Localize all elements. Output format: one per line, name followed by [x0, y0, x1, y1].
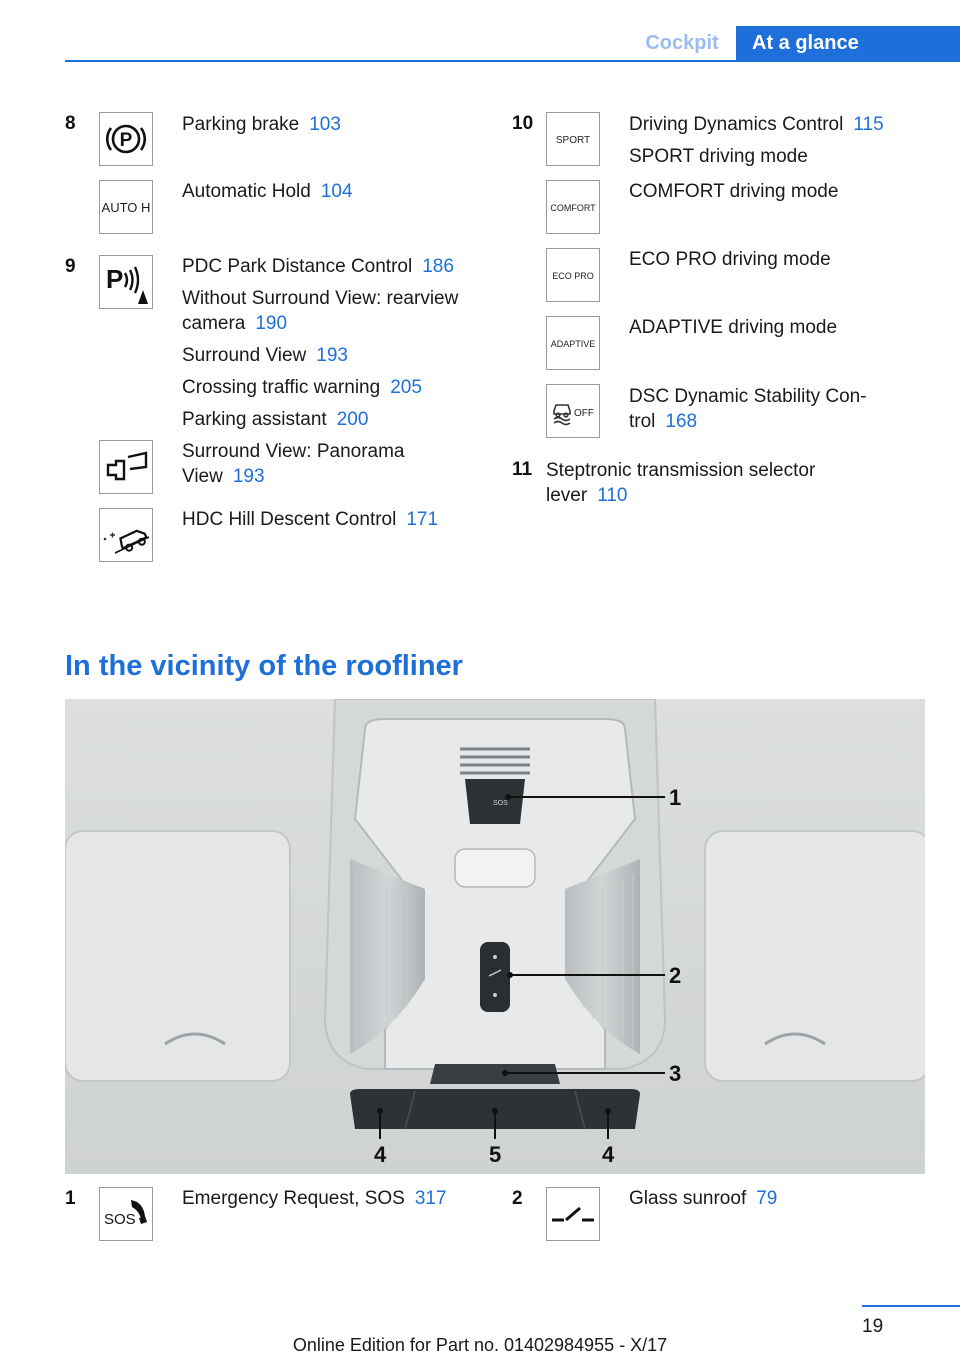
- driving-dynamics-text: Driving Dynamics Control 115: [629, 114, 884, 135]
- pdc-icon: [99, 255, 153, 309]
- hill-descent-icon: [99, 508, 153, 562]
- svg-text:SPORT: SPORT: [555, 135, 591, 146]
- tab-at-a-glance[interactable]: At a glance: [736, 26, 960, 60]
- item-number: 1: [65, 1188, 76, 1209]
- dsc-off-icon: [546, 384, 600, 438]
- surround-view-text: Surround View 193: [182, 345, 348, 366]
- page-ref-link[interactable]: 110: [597, 485, 628, 506]
- page-ref-link[interactable]: 79: [756, 1188, 778, 1209]
- page-ref-link[interactable]: 168: [665, 411, 698, 432]
- callout-label: 5: [489, 1142, 502, 1167]
- page-number: 19: [862, 1316, 884, 1337]
- section-title: In the vicinity of the roofliner: [65, 650, 463, 682]
- auto-hold-icon: [99, 180, 153, 234]
- callout-label: 4: [602, 1142, 615, 1167]
- svg-text:SOS: SOS: [493, 800, 508, 807]
- svg-text:ADAPTIVE: ADAPTIVE: [550, 339, 596, 349]
- item-number: 11: [512, 459, 533, 480]
- svg-text:ECO PRO: ECO PRO: [552, 271, 594, 281]
- svg-text:P: P: [106, 264, 124, 294]
- automatic-hold-text: Automatic Hold 104: [182, 181, 353, 202]
- callout-label: 1: [669, 785, 682, 810]
- panorama-view-text: Surround View: Panorama View 193: [182, 441, 405, 487]
- svg-text:P: P: [119, 130, 133, 151]
- page-ref-link[interactable]: 104: [320, 181, 353, 202]
- callout-label: 3: [669, 1061, 682, 1086]
- page-ref-link[interactable]: 317: [414, 1188, 447, 1209]
- adaptive-mode-icon: [546, 316, 600, 370]
- comfort-mode-text: COMFORT driving mode: [629, 181, 839, 202]
- eco-pro-mode-text: ECO PRO driving mode: [629, 249, 831, 270]
- parking-assistant-text: Parking assistant 200: [182, 409, 369, 430]
- adaptive-mode-text: ADAPTIVE driving mode: [629, 317, 838, 338]
- sport-mode-icon: [546, 112, 600, 166]
- page-ref-link[interactable]: 115: [853, 114, 884, 135]
- page-header: [0, 0, 960, 64]
- page-ref-link[interactable]: 205: [390, 377, 422, 398]
- hdc-text: HDC Hill Descent Control 171: [182, 509, 439, 530]
- eco-pro-mode-icon: [546, 248, 600, 302]
- sos-icon: [99, 1187, 153, 1241]
- item-number: 8: [65, 113, 76, 134]
- footer-rule: [862, 1305, 960, 1307]
- svg-text:OFF: OFF: [574, 408, 594, 419]
- item-number: 10: [512, 113, 534, 134]
- steptronic-text: Steptronic transmission selector lever 110: [546, 460, 816, 506]
- glass-sunroof-text: Glass sunroof 79: [629, 1188, 778, 1209]
- callout-label: 2: [669, 963, 682, 988]
- roofliner-photo: [65, 699, 925, 1174]
- page-ref-link[interactable]: 103: [309, 114, 341, 135]
- crossing-traffic-text: Crossing traffic warning 205: [182, 377, 422, 398]
- surround-view-icon: [99, 440, 153, 494]
- svg-text:COMFORT: COMFORT: [550, 203, 596, 213]
- page-ref-link[interactable]: 193: [316, 345, 348, 366]
- svg-text:SOS: SOS: [104, 1211, 136, 1228]
- emergency-request-text: Emergency Request, SOS 317: [182, 1188, 447, 1209]
- dsc-text: DSC Dynamic Stability Con- trol 168: [629, 386, 867, 432]
- item-number: 2: [512, 1188, 523, 1209]
- comfort-mode-icon: [546, 180, 600, 234]
- rearview-camera-text: Without Surround View: rearview camera 190: [182, 288, 459, 334]
- sport-mode-text: SPORT driving mode: [629, 146, 808, 167]
- header-rule: [65, 60, 960, 62]
- page-ref-link[interactable]: 171: [406, 509, 439, 530]
- parking-brake-text: Parking brake 103: [182, 114, 341, 135]
- glass-sunroof-icon: [546, 1187, 600, 1241]
- page-ref-link[interactable]: 190: [255, 313, 288, 334]
- svg-text:AUTO H: AUTO H: [101, 200, 151, 215]
- pdc-text: PDC Park Distance Control 186: [182, 256, 454, 277]
- tab-cockpit[interactable]: Cockpit: [645, 32, 719, 54]
- page-ref-link[interactable]: 186: [422, 256, 454, 277]
- item-number: 9: [65, 256, 76, 277]
- page-ref-link[interactable]: 200: [336, 409, 369, 430]
- parking-brake-icon: [99, 112, 153, 166]
- edition-text: Online Edition for Part no. 01402984955 - X/17: [292, 1335, 668, 1355]
- page-ref-link[interactable]: 193: [232, 466, 265, 487]
- callout-label: 4: [374, 1142, 387, 1167]
